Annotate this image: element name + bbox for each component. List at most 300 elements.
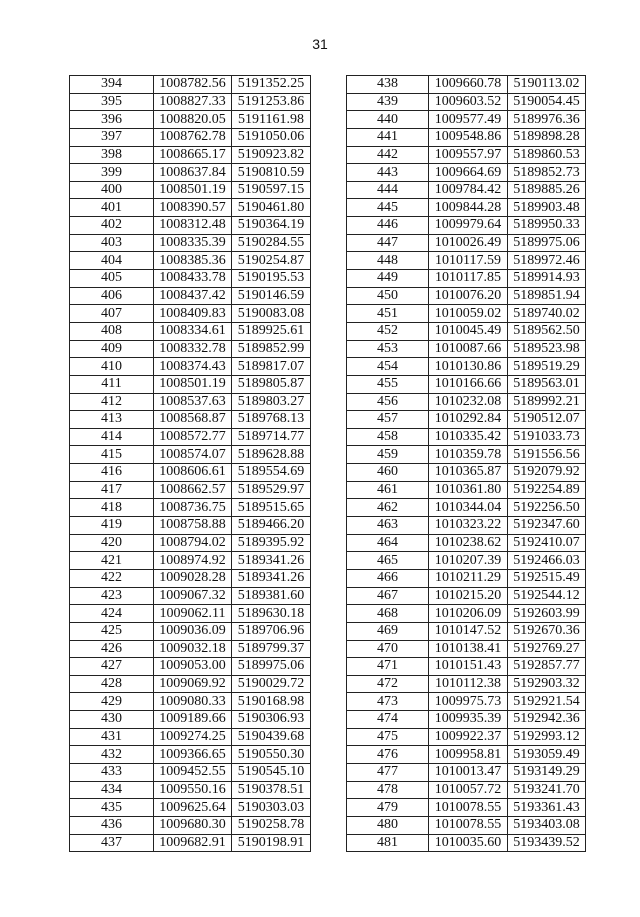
table-row — [347, 569, 586, 587]
table-row — [347, 358, 586, 376]
coordinates-table-left — [69, 75, 311, 852]
x-coordinate-cell: 1010361.80 — [429, 481, 508, 499]
y-coordinate-cell: 5189395.92 — [232, 534, 311, 552]
y-coordinate-cell: 5190054.45 — [508, 93, 586, 111]
y-coordinate-cell: 5189381.60 — [232, 587, 311, 605]
y-coordinate-cell: 5189975.06 — [508, 234, 586, 252]
y-coordinate-cell: 5190810.59 — [232, 164, 311, 182]
point-number-cell: 454 — [347, 358, 429, 376]
y-coordinate-cell: 5191253.86 — [232, 93, 311, 111]
point-number-cell: 398 — [70, 146, 154, 164]
table-row — [347, 234, 586, 252]
point-number-cell: 418 — [70, 499, 154, 517]
point-number-cell: 416 — [70, 464, 154, 482]
point-number-cell: 481 — [347, 834, 429, 852]
x-coordinate-cell: 1009189.66 — [154, 711, 232, 729]
table-row — [347, 322, 586, 340]
table-row — [70, 93, 311, 111]
y-coordinate-cell: 5189925.61 — [232, 322, 311, 340]
x-coordinate-cell: 1009067.32 — [154, 587, 232, 605]
point-number-cell: 480 — [347, 816, 429, 834]
y-coordinate-cell: 5190029.72 — [232, 675, 311, 693]
x-coordinate-cell: 1008782.56 — [154, 76, 232, 94]
x-coordinate-cell: 1008794.02 — [154, 534, 232, 552]
table-row — [70, 622, 311, 640]
point-number-cell: 457 — [347, 411, 429, 429]
table-row — [70, 446, 311, 464]
x-coordinate-cell: 1009975.73 — [429, 693, 508, 711]
point-number-cell: 459 — [347, 446, 429, 464]
x-coordinate-cell: 1010344.04 — [429, 499, 508, 517]
table-row — [70, 746, 311, 764]
y-coordinate-cell: 5192256.50 — [508, 499, 586, 517]
table-row — [70, 464, 311, 482]
point-number-cell: 424 — [70, 605, 154, 623]
point-number-cell: 440 — [347, 111, 429, 129]
table-row — [347, 146, 586, 164]
point-number-cell: 414 — [70, 428, 154, 446]
x-coordinate-cell: 1008637.84 — [154, 164, 232, 182]
y-coordinate-cell: 5193241.70 — [508, 781, 586, 799]
point-number-cell: 410 — [70, 358, 154, 376]
point-number-cell: 404 — [70, 252, 154, 270]
x-coordinate-cell: 1010035.60 — [429, 834, 508, 852]
point-number-cell: 469 — [347, 622, 429, 640]
table-row — [70, 640, 311, 658]
x-coordinate-cell: 1010211.29 — [429, 569, 508, 587]
table-row — [347, 781, 586, 799]
x-coordinate-cell: 1010087.66 — [429, 340, 508, 358]
x-coordinate-cell: 1008433.78 — [154, 270, 232, 288]
x-coordinate-cell: 1009660.78 — [429, 76, 508, 94]
x-coordinate-cell: 1010112.38 — [429, 675, 508, 693]
x-coordinate-cell: 1009603.52 — [429, 93, 508, 111]
point-number-cell: 473 — [347, 693, 429, 711]
x-coordinate-cell: 1009922.37 — [429, 728, 508, 746]
table-row — [347, 164, 586, 182]
y-coordinate-cell: 5192515.49 — [508, 569, 586, 587]
table-row — [347, 517, 586, 535]
point-number-cell: 464 — [347, 534, 429, 552]
point-number-cell: 466 — [347, 569, 429, 587]
x-coordinate-cell: 1010013.47 — [429, 763, 508, 781]
table-row — [70, 781, 311, 799]
table-row — [70, 164, 311, 182]
table-row — [70, 658, 311, 676]
y-coordinate-cell: 5190545.10 — [232, 763, 311, 781]
y-coordinate-cell: 5189805.87 — [232, 375, 311, 393]
x-coordinate-cell: 1008574.07 — [154, 446, 232, 464]
y-coordinate-cell: 5193439.52 — [508, 834, 586, 852]
x-coordinate-cell: 1010026.49 — [429, 234, 508, 252]
y-coordinate-cell: 5191352.25 — [232, 76, 311, 94]
table-row — [347, 393, 586, 411]
point-number-cell: 415 — [70, 446, 154, 464]
table-row — [347, 464, 586, 482]
point-number-cell: 448 — [347, 252, 429, 270]
point-number-cell: 461 — [347, 481, 429, 499]
table-row — [347, 199, 586, 217]
x-coordinate-cell: 1009366.65 — [154, 746, 232, 764]
x-coordinate-cell: 1008758.88 — [154, 517, 232, 535]
y-coordinate-cell: 5190146.59 — [232, 287, 311, 305]
point-number-cell: 467 — [347, 587, 429, 605]
y-coordinate-cell: 5189898.28 — [508, 128, 586, 146]
y-coordinate-cell: 5189630.18 — [232, 605, 311, 623]
y-coordinate-cell: 5189852.99 — [232, 340, 311, 358]
table-row — [70, 517, 311, 535]
point-number-cell: 431 — [70, 728, 154, 746]
point-number-cell: 441 — [347, 128, 429, 146]
table-row — [347, 587, 586, 605]
table-row — [347, 640, 586, 658]
x-coordinate-cell: 1008827.33 — [154, 93, 232, 111]
table-row — [347, 658, 586, 676]
x-coordinate-cell: 1010365.87 — [429, 464, 508, 482]
table-row — [347, 711, 586, 729]
y-coordinate-cell: 5189628.88 — [232, 446, 311, 464]
x-coordinate-cell: 1009664.69 — [429, 164, 508, 182]
y-coordinate-cell: 5189903.48 — [508, 199, 586, 217]
x-coordinate-cell: 1009682.91 — [154, 834, 232, 852]
point-number-cell: 455 — [347, 375, 429, 393]
y-coordinate-cell: 5192347.60 — [508, 517, 586, 535]
table-row — [347, 728, 586, 746]
table-row — [70, 728, 311, 746]
table-row — [70, 587, 311, 605]
table-row — [347, 411, 586, 429]
table-row — [347, 111, 586, 129]
x-coordinate-cell: 1009550.16 — [154, 781, 232, 799]
point-number-cell: 444 — [347, 181, 429, 199]
x-coordinate-cell: 1010238.62 — [429, 534, 508, 552]
y-coordinate-cell: 5189976.36 — [508, 111, 586, 129]
y-coordinate-cell: 5190254.87 — [232, 252, 311, 270]
table-row — [70, 569, 311, 587]
point-number-cell: 425 — [70, 622, 154, 640]
point-number-cell: 442 — [347, 146, 429, 164]
y-coordinate-cell: 5190306.93 — [232, 711, 311, 729]
y-coordinate-cell: 5189519.29 — [508, 358, 586, 376]
y-coordinate-cell: 5189706.96 — [232, 622, 311, 640]
point-number-cell: 446 — [347, 217, 429, 235]
y-coordinate-cell: 5190512.07 — [508, 411, 586, 429]
x-coordinate-cell: 1010078.55 — [429, 799, 508, 817]
table-row — [70, 217, 311, 235]
table-row — [70, 834, 311, 852]
y-coordinate-cell: 5193403.08 — [508, 816, 586, 834]
table-row — [347, 375, 586, 393]
coordinates-table-right — [346, 75, 586, 852]
point-number-cell: 406 — [70, 287, 154, 305]
point-number-cell: 449 — [347, 270, 429, 288]
point-number-cell: 439 — [347, 93, 429, 111]
y-coordinate-cell: 5189341.26 — [232, 569, 311, 587]
y-coordinate-cell: 5193059.49 — [508, 746, 586, 764]
y-coordinate-cell: 5190364.19 — [232, 217, 311, 235]
point-number-cell: 401 — [70, 199, 154, 217]
x-coordinate-cell: 1008374.43 — [154, 358, 232, 376]
point-number-cell: 456 — [347, 393, 429, 411]
table-row — [347, 217, 586, 235]
table-row — [347, 816, 586, 834]
x-coordinate-cell: 1009577.49 — [429, 111, 508, 129]
x-coordinate-cell: 1010292.84 — [429, 411, 508, 429]
point-number-cell: 420 — [70, 534, 154, 552]
table-row — [347, 534, 586, 552]
table-row — [70, 322, 311, 340]
x-coordinate-cell: 1010206.09 — [429, 605, 508, 623]
x-coordinate-cell: 1008334.61 — [154, 322, 232, 340]
x-coordinate-cell: 1008974.92 — [154, 552, 232, 570]
y-coordinate-cell: 5190195.53 — [232, 270, 311, 288]
table-row — [70, 358, 311, 376]
x-coordinate-cell: 1008665.17 — [154, 146, 232, 164]
point-number-cell: 435 — [70, 799, 154, 817]
point-number-cell: 426 — [70, 640, 154, 658]
point-number-cell: 412 — [70, 393, 154, 411]
y-coordinate-cell: 5192769.27 — [508, 640, 586, 658]
y-coordinate-cell: 5189817.07 — [232, 358, 311, 376]
table-row — [70, 499, 311, 517]
x-coordinate-cell: 1009452.55 — [154, 763, 232, 781]
point-number-cell: 400 — [70, 181, 154, 199]
table-row — [347, 552, 586, 570]
y-coordinate-cell: 5190258.78 — [232, 816, 311, 834]
y-coordinate-cell: 5189885.26 — [508, 181, 586, 199]
table-row — [347, 270, 586, 288]
point-number-cell: 396 — [70, 111, 154, 129]
table-row — [347, 481, 586, 499]
point-number-cell: 429 — [70, 693, 154, 711]
table-row — [70, 393, 311, 411]
point-number-cell: 476 — [347, 746, 429, 764]
table-row — [70, 552, 311, 570]
y-coordinate-cell: 5192254.89 — [508, 481, 586, 499]
point-number-cell: 478 — [347, 781, 429, 799]
table-row — [70, 111, 311, 129]
y-coordinate-cell: 5189466.20 — [232, 517, 311, 535]
y-coordinate-cell: 5189860.53 — [508, 146, 586, 164]
x-coordinate-cell: 1009028.28 — [154, 569, 232, 587]
x-coordinate-cell: 1008332.78 — [154, 340, 232, 358]
x-coordinate-cell: 1010147.52 — [429, 622, 508, 640]
point-number-cell: 458 — [347, 428, 429, 446]
point-number-cell: 443 — [347, 164, 429, 182]
x-coordinate-cell: 1008568.87 — [154, 411, 232, 429]
point-number-cell: 465 — [347, 552, 429, 570]
point-number-cell: 462 — [347, 499, 429, 517]
table-row — [70, 305, 311, 323]
x-coordinate-cell: 1008390.57 — [154, 199, 232, 217]
y-coordinate-cell: 5192079.92 — [508, 464, 586, 482]
y-coordinate-cell: 5189554.69 — [232, 464, 311, 482]
y-coordinate-cell: 5192903.32 — [508, 675, 586, 693]
y-coordinate-cell: 5192544.12 — [508, 587, 586, 605]
table-row — [347, 763, 586, 781]
x-coordinate-cell: 1008762.78 — [154, 128, 232, 146]
x-coordinate-cell: 1008501.19 — [154, 375, 232, 393]
table-row — [70, 481, 311, 499]
point-number-cell: 463 — [347, 517, 429, 535]
x-coordinate-cell: 1009548.86 — [429, 128, 508, 146]
point-number-cell: 477 — [347, 763, 429, 781]
point-number-cell: 395 — [70, 93, 154, 111]
point-number-cell: 397 — [70, 128, 154, 146]
y-coordinate-cell: 5189515.65 — [232, 499, 311, 517]
point-number-cell: 445 — [347, 199, 429, 217]
point-number-cell: 422 — [70, 569, 154, 587]
y-coordinate-cell: 5189799.37 — [232, 640, 311, 658]
page-number: 31 — [312, 36, 328, 52]
y-coordinate-cell: 5192921.54 — [508, 693, 586, 711]
point-number-cell: 460 — [347, 464, 429, 482]
point-number-cell: 408 — [70, 322, 154, 340]
x-coordinate-cell: 1009680.30 — [154, 816, 232, 834]
x-coordinate-cell: 1009032.18 — [154, 640, 232, 658]
point-number-cell: 475 — [347, 728, 429, 746]
table-row — [70, 816, 311, 834]
x-coordinate-cell: 1008501.19 — [154, 181, 232, 199]
x-coordinate-cell: 1010335.42 — [429, 428, 508, 446]
table-row — [347, 693, 586, 711]
table-row — [70, 270, 311, 288]
table-row — [347, 499, 586, 517]
point-number-cell: 402 — [70, 217, 154, 235]
table-row — [347, 834, 586, 852]
y-coordinate-cell: 5192993.12 — [508, 728, 586, 746]
point-number-cell: 468 — [347, 605, 429, 623]
table-row — [70, 605, 311, 623]
point-number-cell: 453 — [347, 340, 429, 358]
y-coordinate-cell: 5189562.50 — [508, 322, 586, 340]
point-number-cell: 450 — [347, 287, 429, 305]
table-row — [70, 199, 311, 217]
x-coordinate-cell: 1009935.39 — [429, 711, 508, 729]
x-coordinate-cell: 1008662.57 — [154, 481, 232, 499]
y-coordinate-cell: 5192603.99 — [508, 605, 586, 623]
x-coordinate-cell: 1009036.09 — [154, 622, 232, 640]
y-coordinate-cell: 5189803.27 — [232, 393, 311, 411]
table-row — [347, 287, 586, 305]
point-number-cell: 430 — [70, 711, 154, 729]
y-coordinate-cell: 5192857.77 — [508, 658, 586, 676]
x-coordinate-cell: 1009062.11 — [154, 605, 232, 623]
table-row — [347, 76, 586, 94]
y-coordinate-cell: 5190198.91 — [232, 834, 311, 852]
table-row — [70, 252, 311, 270]
x-coordinate-cell: 1008312.48 — [154, 217, 232, 235]
table-row — [70, 428, 311, 446]
x-coordinate-cell: 1009979.64 — [429, 217, 508, 235]
point-number-cell: 419 — [70, 517, 154, 535]
table-row — [347, 93, 586, 111]
y-coordinate-cell: 5190284.55 — [232, 234, 311, 252]
point-number-cell: 472 — [347, 675, 429, 693]
x-coordinate-cell: 1008606.61 — [154, 464, 232, 482]
x-coordinate-cell: 1010151.43 — [429, 658, 508, 676]
table-row — [347, 128, 586, 146]
y-coordinate-cell: 5190923.82 — [232, 146, 311, 164]
y-coordinate-cell: 5189740.02 — [508, 305, 586, 323]
y-coordinate-cell: 5190378.51 — [232, 781, 311, 799]
table-row — [70, 234, 311, 252]
table-row — [70, 146, 311, 164]
table-row — [347, 446, 586, 464]
point-number-cell: 394 — [70, 76, 154, 94]
x-coordinate-cell: 1009625.64 — [154, 799, 232, 817]
x-coordinate-cell: 1009080.33 — [154, 693, 232, 711]
x-coordinate-cell: 1010117.59 — [429, 252, 508, 270]
y-coordinate-cell: 5192942.36 — [508, 711, 586, 729]
point-number-cell: 471 — [347, 658, 429, 676]
x-coordinate-cell: 1010059.02 — [429, 305, 508, 323]
x-coordinate-cell: 1008437.42 — [154, 287, 232, 305]
y-coordinate-cell: 5191556.56 — [508, 446, 586, 464]
x-coordinate-cell: 1009069.92 — [154, 675, 232, 693]
y-coordinate-cell: 5190597.15 — [232, 181, 311, 199]
point-number-cell: 474 — [347, 711, 429, 729]
point-number-cell: 470 — [347, 640, 429, 658]
point-number-cell: 417 — [70, 481, 154, 499]
point-number-cell: 447 — [347, 234, 429, 252]
table-row — [347, 181, 586, 199]
x-coordinate-cell: 1010057.72 — [429, 781, 508, 799]
x-coordinate-cell: 1010117.85 — [429, 270, 508, 288]
table-row — [347, 622, 586, 640]
y-coordinate-cell: 5190113.02 — [508, 76, 586, 94]
y-coordinate-cell: 5193361.43 — [508, 799, 586, 817]
table-row — [70, 534, 311, 552]
point-number-cell: 432 — [70, 746, 154, 764]
y-coordinate-cell: 5191161.98 — [232, 111, 311, 129]
x-coordinate-cell: 1010359.78 — [429, 446, 508, 464]
point-number-cell: 427 — [70, 658, 154, 676]
table-row — [347, 305, 586, 323]
table-row — [70, 799, 311, 817]
point-number-cell: 423 — [70, 587, 154, 605]
point-number-cell: 413 — [70, 411, 154, 429]
table-row — [70, 340, 311, 358]
point-number-cell: 434 — [70, 781, 154, 799]
table-row — [70, 711, 311, 729]
x-coordinate-cell: 1009557.97 — [429, 146, 508, 164]
point-number-cell: 438 — [347, 76, 429, 94]
table-row — [347, 675, 586, 693]
x-coordinate-cell: 1010215.20 — [429, 587, 508, 605]
point-number-cell: 451 — [347, 305, 429, 323]
x-coordinate-cell: 1010207.39 — [429, 552, 508, 570]
x-coordinate-cell: 1010078.55 — [429, 816, 508, 834]
y-coordinate-cell: 5189992.21 — [508, 393, 586, 411]
table-row — [70, 763, 311, 781]
table-row — [347, 428, 586, 446]
table-row — [347, 746, 586, 764]
point-number-cell: 452 — [347, 322, 429, 340]
x-coordinate-cell: 1010130.86 — [429, 358, 508, 376]
point-number-cell: 405 — [70, 270, 154, 288]
x-coordinate-cell: 1008335.39 — [154, 234, 232, 252]
y-coordinate-cell: 5189529.97 — [232, 481, 311, 499]
y-coordinate-cell: 5192410.07 — [508, 534, 586, 552]
table-row — [70, 287, 311, 305]
x-coordinate-cell: 1010138.41 — [429, 640, 508, 658]
y-coordinate-cell: 5189714.77 — [232, 428, 311, 446]
table-row — [347, 605, 586, 623]
point-number-cell: 407 — [70, 305, 154, 323]
y-coordinate-cell: 5189852.73 — [508, 164, 586, 182]
table-row — [70, 128, 311, 146]
